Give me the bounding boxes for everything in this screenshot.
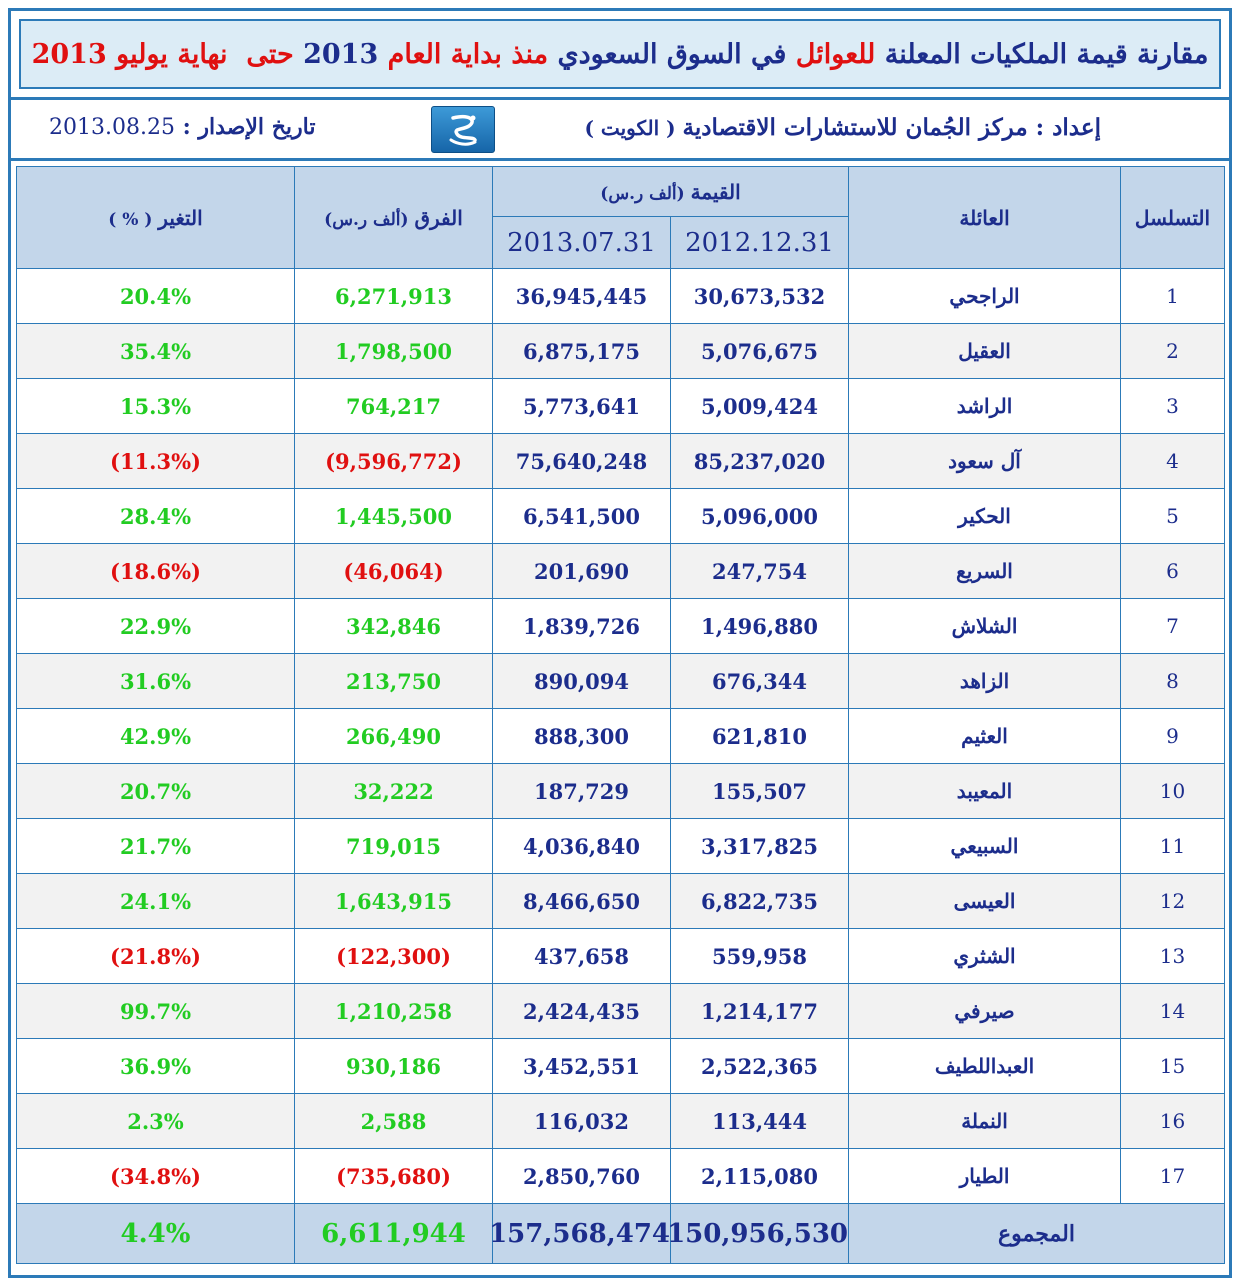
row-family: العبداللطيف — [849, 1039, 1121, 1094]
row-seq: 13 — [1121, 929, 1225, 984]
total-change: 4.4% — [17, 1204, 295, 1264]
row-value-2013: 8,466,650 — [493, 874, 671, 929]
row-value-2012: 30,673,532 — [671, 269, 849, 324]
row-seq: 4 — [1121, 434, 1225, 489]
row-change: 21.7% — [17, 819, 295, 874]
header-date-2013: 2013.07.31 — [493, 217, 671, 269]
row-value-2013: 890,094 — [493, 654, 671, 709]
row-value-2013: 5,773,641 — [493, 379, 671, 434]
row-family: السريع — [849, 544, 1121, 599]
row-family: الطيار — [849, 1149, 1121, 1204]
table-row — [17, 984, 1225, 1039]
total-value-2012: 150,956,530 — [671, 1204, 849, 1264]
row-family: الشلاش — [849, 599, 1121, 654]
row-change: 31.6% — [17, 654, 295, 709]
row-value-2013: 75,640,248 — [493, 434, 671, 489]
row-value-2013: 437,658 — [493, 929, 671, 984]
prepared-sep: : — [1027, 114, 1053, 141]
table-row — [17, 819, 1225, 874]
table-row — [17, 489, 1225, 544]
row-value-2012: 1,496,880 — [671, 599, 849, 654]
row-change: (21.8%) — [17, 929, 295, 984]
row-value-2012: 5,009,424 — [671, 379, 849, 434]
row-diff: 32,222 — [295, 764, 493, 819]
row-seq: 15 — [1121, 1039, 1225, 1094]
row-value-2012: 6,822,735 — [671, 874, 849, 929]
row-change: 20.4% — [17, 269, 295, 324]
row-seq: 9 — [1121, 709, 1225, 764]
row-value-2013: 6,541,500 — [493, 489, 671, 544]
row-diff: (122,300) — [295, 929, 493, 984]
row-value-2012: 5,096,000 — [671, 489, 849, 544]
row-value-2012: 559,958 — [671, 929, 849, 984]
row-family: الحكير — [849, 489, 1121, 544]
row-diff: 764,217 — [295, 379, 493, 434]
row-value-2013: 201,690 — [493, 544, 671, 599]
issue-date-block — [49, 114, 315, 140]
table-row — [17, 599, 1225, 654]
header-date-2012: 2012.12.31 — [671, 217, 849, 269]
row-change: (18.6%) — [17, 544, 295, 599]
header-value — [493, 167, 849, 217]
family-holdings-table — [16, 166, 1225, 1264]
header-value-label: القيمة — [690, 179, 741, 204]
title-part: 2013 — [293, 38, 388, 70]
row-change: 42.9% — [17, 709, 295, 764]
row-diff: 2,588 — [295, 1094, 493, 1149]
row-diff: (735,680) — [295, 1149, 493, 1204]
row-change: 99.7% — [17, 984, 295, 1039]
table-row — [17, 324, 1225, 379]
row-seq: 12 — [1121, 874, 1225, 929]
row-family: الراشد — [849, 379, 1121, 434]
row-diff: (9,596,772) — [295, 434, 493, 489]
row-diff: (46,064) — [295, 544, 493, 599]
row-value-2012: 5,076,675 — [671, 324, 849, 379]
row-family: الزاهد — [849, 654, 1121, 709]
row-diff: 342,846 — [295, 599, 493, 654]
row-value-2012: 2,522,365 — [671, 1039, 849, 1094]
row-value-2012: 247,754 — [671, 544, 849, 599]
row-value-2013: 888,300 — [493, 709, 671, 764]
row-family: الراجحي — [849, 269, 1121, 324]
table-row — [17, 1039, 1225, 1094]
row-family: المعيبد — [849, 764, 1121, 819]
header-diff-unit: (ألف ر.س) — [324, 209, 415, 230]
row-value-2012: 155,507 — [671, 764, 849, 819]
row-seq: 3 — [1121, 379, 1225, 434]
total-row — [17, 1204, 1225, 1264]
row-seq: 8 — [1121, 654, 1225, 709]
row-diff: 719,015 — [295, 819, 493, 874]
row-diff: 1,210,258 — [295, 984, 493, 1039]
row-value-2013: 187,729 — [493, 764, 671, 819]
row-value-2013: 116,032 — [493, 1094, 671, 1149]
row-change: 22.9% — [17, 599, 295, 654]
header-value-unit: (ألف ر.س) — [600, 183, 691, 204]
row-change: 36.9% — [17, 1039, 295, 1094]
table-body — [17, 269, 1225, 1264]
table-row — [17, 654, 1225, 709]
row-family: الشثري — [849, 929, 1121, 984]
row-seq: 14 — [1121, 984, 1225, 1039]
divider — [11, 158, 1229, 161]
row-change: 2.3% — [17, 1094, 295, 1149]
row-value-2012: 1,214,177 — [671, 984, 849, 1039]
row-diff: 6,271,913 — [295, 269, 493, 324]
prepared-by — [585, 114, 1102, 141]
title-part: للعوائل — [795, 38, 876, 70]
logo-glyph — [439, 110, 487, 150]
row-value-2012: 3,317,825 — [671, 819, 849, 874]
row-value-2012: 2,115,080 — [671, 1149, 849, 1204]
table-row — [17, 1149, 1225, 1204]
table-row — [17, 379, 1225, 434]
row-family: العقيل — [849, 324, 1121, 379]
row-change: 35.4% — [17, 324, 295, 379]
issue-sep: : — [174, 114, 199, 140]
issue-date: 2013.08.25 — [49, 115, 175, 140]
row-family: آل سعود — [849, 434, 1121, 489]
row-change: 20.7% — [17, 764, 295, 819]
row-seq: 10 — [1121, 764, 1225, 819]
title-part: في السوق السعودي — [548, 38, 796, 70]
row-value-2013: 1,839,726 — [493, 599, 671, 654]
row-seq: 6 — [1121, 544, 1225, 599]
row-seq: 7 — [1121, 599, 1225, 654]
row-seq: 11 — [1121, 819, 1225, 874]
title-part: مقارنة قيمة الملكيات المعلنة — [875, 38, 1209, 70]
jumaan-logo-icon — [431, 106, 495, 153]
header-change — [17, 167, 295, 269]
row-family: النملة — [849, 1094, 1121, 1149]
table-row — [17, 929, 1225, 984]
info-row — [11, 100, 1229, 158]
header-diff-label: الفرق — [414, 205, 463, 230]
row-family: العيسى — [849, 874, 1121, 929]
total-diff: 6,611,944 — [295, 1204, 493, 1264]
row-diff: 930,186 — [295, 1039, 493, 1094]
row-diff: 266,490 — [295, 709, 493, 764]
row-diff: 1,643,915 — [295, 874, 493, 929]
row-value-2013: 2,424,435 — [493, 984, 671, 1039]
row-seq: 16 — [1121, 1094, 1225, 1149]
table-row — [17, 709, 1225, 764]
header-seq: التسلسل — [1121, 167, 1225, 269]
row-value-2013: 4,036,840 — [493, 819, 671, 874]
row-family: العثيم — [849, 709, 1121, 764]
total-label: المجموع — [849, 1204, 1225, 1264]
row-change: 15.3% — [17, 379, 295, 434]
title-part: منذ بداية العام — [387, 38, 549, 70]
title-part: 2013 — [31, 38, 117, 70]
title-part: حتى نهاية يوليو — [116, 38, 294, 70]
row-value-2013: 36,945,445 — [493, 269, 671, 324]
row-value-2012: 621,810 — [671, 709, 849, 764]
row-seq: 17 — [1121, 1149, 1225, 1204]
row-value-2013: 3,452,551 — [493, 1039, 671, 1094]
issue-label: تاريخ الإصدار — [198, 114, 316, 140]
report-frame — [8, 8, 1232, 1278]
table-row — [17, 544, 1225, 599]
row-value-2012: 85,237,020 — [671, 434, 849, 489]
row-family: السبيعي — [849, 819, 1121, 874]
row-change: (11.3%) — [17, 434, 295, 489]
row-change: 24.1% — [17, 874, 295, 929]
table-row — [17, 434, 1225, 489]
row-seq: 5 — [1121, 489, 1225, 544]
row-value-2013: 2,850,760 — [493, 1149, 671, 1204]
total-value-2013: 157,568,474 — [493, 1204, 671, 1264]
header-diff — [295, 167, 493, 269]
report-title — [19, 19, 1221, 89]
prepared-by-name: مركز الجُمان للاستشارات الاقتصادية — [682, 114, 1028, 141]
row-change: (34.8%) — [17, 1149, 295, 1204]
row-value-2013: 6,875,175 — [493, 324, 671, 379]
row-change: 28.4% — [17, 489, 295, 544]
row-diff: 1,798,500 — [295, 324, 493, 379]
header-family: العائلة — [849, 167, 1121, 269]
prepared-country: ( الكويت ) — [584, 116, 683, 140]
table-row — [17, 874, 1225, 929]
header-change-label: التغير — [158, 205, 203, 230]
row-diff: 1,445,500 — [295, 489, 493, 544]
row-seq: 1 — [1121, 269, 1225, 324]
row-value-2012: 676,344 — [671, 654, 849, 709]
row-seq: 2 — [1121, 324, 1225, 379]
table-row — [17, 764, 1225, 819]
row-diff: 213,750 — [295, 654, 493, 709]
prepared-label: إعداد — [1052, 114, 1101, 141]
table-row — [17, 269, 1225, 324]
row-family: صيرفي — [849, 984, 1121, 1039]
table-row — [17, 1094, 1225, 1149]
row-value-2012: 113,444 — [671, 1094, 849, 1149]
header-change-unit: ( % ) — [108, 209, 159, 230]
